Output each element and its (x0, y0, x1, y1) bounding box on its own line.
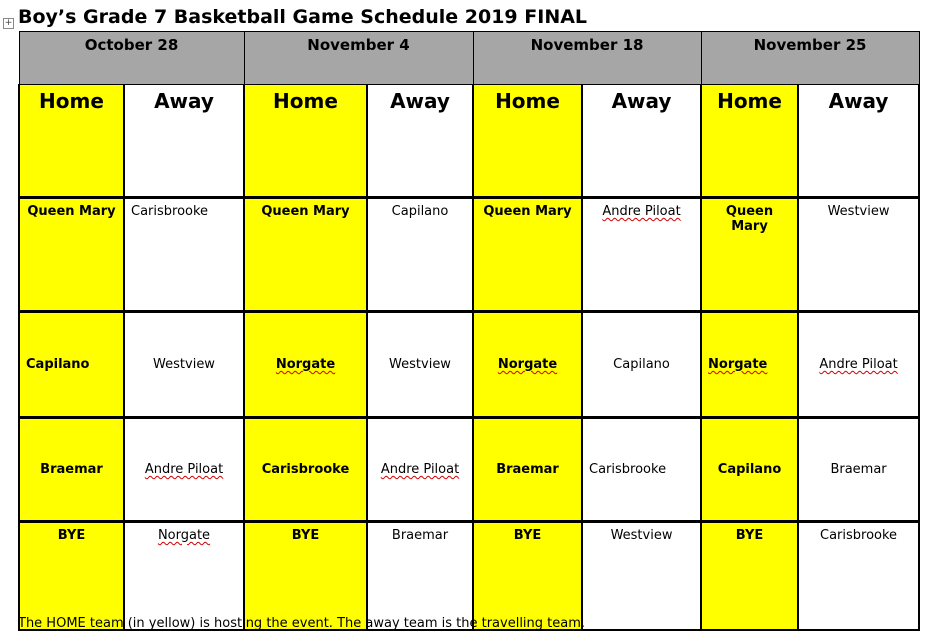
away-team: Norgate (157, 528, 211, 543)
away-team-cell (798, 418, 919, 522)
home-team-cell (473, 198, 582, 312)
away-team-cell (367, 198, 473, 312)
home-team-cell (19, 198, 124, 312)
game-row (19, 198, 919, 312)
away-label: Away (124, 85, 244, 198)
home-team-cell (473, 522, 582, 631)
away-team-cell (582, 312, 701, 418)
away-team: Capilano (391, 204, 449, 219)
date-header: November 4 (244, 32, 473, 85)
home-team-cell (701, 418, 798, 522)
away-team-cell (367, 312, 473, 418)
move-cross-icon[interactable]: + (4, 18, 13, 28)
away-team-cell (582, 418, 701, 522)
away-label: Away (798, 85, 919, 198)
away-team-cell (367, 522, 473, 631)
home-team-cell (473, 312, 582, 418)
home-team-cell (701, 198, 798, 312)
away-team: Westview (153, 357, 215, 372)
home-team-cell (19, 522, 124, 631)
home-team-cell (701, 312, 798, 418)
home-team-cell (473, 418, 582, 522)
away-team: Braemar (391, 528, 449, 543)
away-team: Andre Piloat (144, 462, 224, 477)
date-header: November 25 (701, 32, 919, 85)
away-team: Westview (389, 357, 451, 372)
date-header: November 18 (473, 32, 701, 85)
home-team: Carisbrooke (261, 462, 350, 477)
home-team: BYE (735, 528, 764, 543)
away-team-cell (798, 312, 919, 418)
home-team: Queen Mary (261, 204, 350, 219)
away-team-cell (124, 312, 244, 418)
away-team: Carisbrooke (589, 462, 667, 477)
date-header: October 28 (19, 32, 244, 85)
home-team-cell (19, 312, 124, 418)
game-row (19, 522, 919, 631)
home-team-cell (244, 198, 367, 312)
home-away-header-row (19, 85, 919, 198)
away-team-cell (367, 418, 473, 522)
away-team: Carisbrooke (820, 528, 898, 543)
away-team: Westview (610, 528, 673, 543)
home-team: Braemar (496, 462, 559, 477)
away-team-cell (582, 198, 701, 312)
home-team-cell (244, 522, 367, 631)
home-team: Queen Mary (27, 204, 116, 219)
schedule-table (18, 31, 920, 631)
home-label: Home (244, 85, 367, 198)
home-team-cell (701, 522, 798, 631)
away-team-cell (124, 522, 244, 631)
home-team: Queen Mary (483, 204, 572, 219)
home-team-cell (19, 418, 124, 522)
footnote: The HOME team (in yellow) is hosting the event. The away team is the travelling team. (18, 616, 586, 631)
away-team: Braemar (830, 462, 887, 477)
away-team-cell (582, 522, 701, 631)
home-team-cell (244, 312, 367, 418)
away-label: Away (367, 85, 473, 198)
home-team: Capilano (717, 462, 782, 477)
away-team: Andre Piloat (819, 357, 898, 372)
away-team: Westview (827, 204, 890, 219)
home-team: BYE (291, 528, 320, 543)
away-team: Andre Piloat (602, 204, 681, 219)
away-team: Carisbrooke (131, 204, 209, 219)
away-team-cell (124, 198, 244, 312)
away-team: Andre Piloat (380, 462, 460, 477)
home-team: Queen Mary (725, 204, 774, 234)
page-title: Boy’s Grade 7 Basketball Game Schedule 2019 FINAL (18, 6, 588, 28)
away-team-cell (124, 418, 244, 522)
away-label: Away (582, 85, 701, 198)
home-label: Home (19, 85, 124, 198)
away-team-cell (798, 198, 919, 312)
date-header-row (19, 32, 919, 85)
home-team: Norgate (497, 357, 558, 372)
home-team: Norgate (708, 357, 768, 372)
home-team-cell (244, 418, 367, 522)
away-team: Capilano (613, 357, 670, 372)
home-team: BYE (57, 528, 86, 543)
game-row (19, 418, 919, 522)
home-label: Home (701, 85, 798, 198)
home-team: Capilano (26, 357, 90, 372)
home-team: Braemar (40, 462, 103, 477)
away-team-cell (798, 522, 919, 631)
home-team: Norgate (275, 357, 336, 372)
home-label: Home (473, 85, 582, 198)
game-row (19, 312, 919, 418)
home-team: BYE (513, 528, 542, 543)
